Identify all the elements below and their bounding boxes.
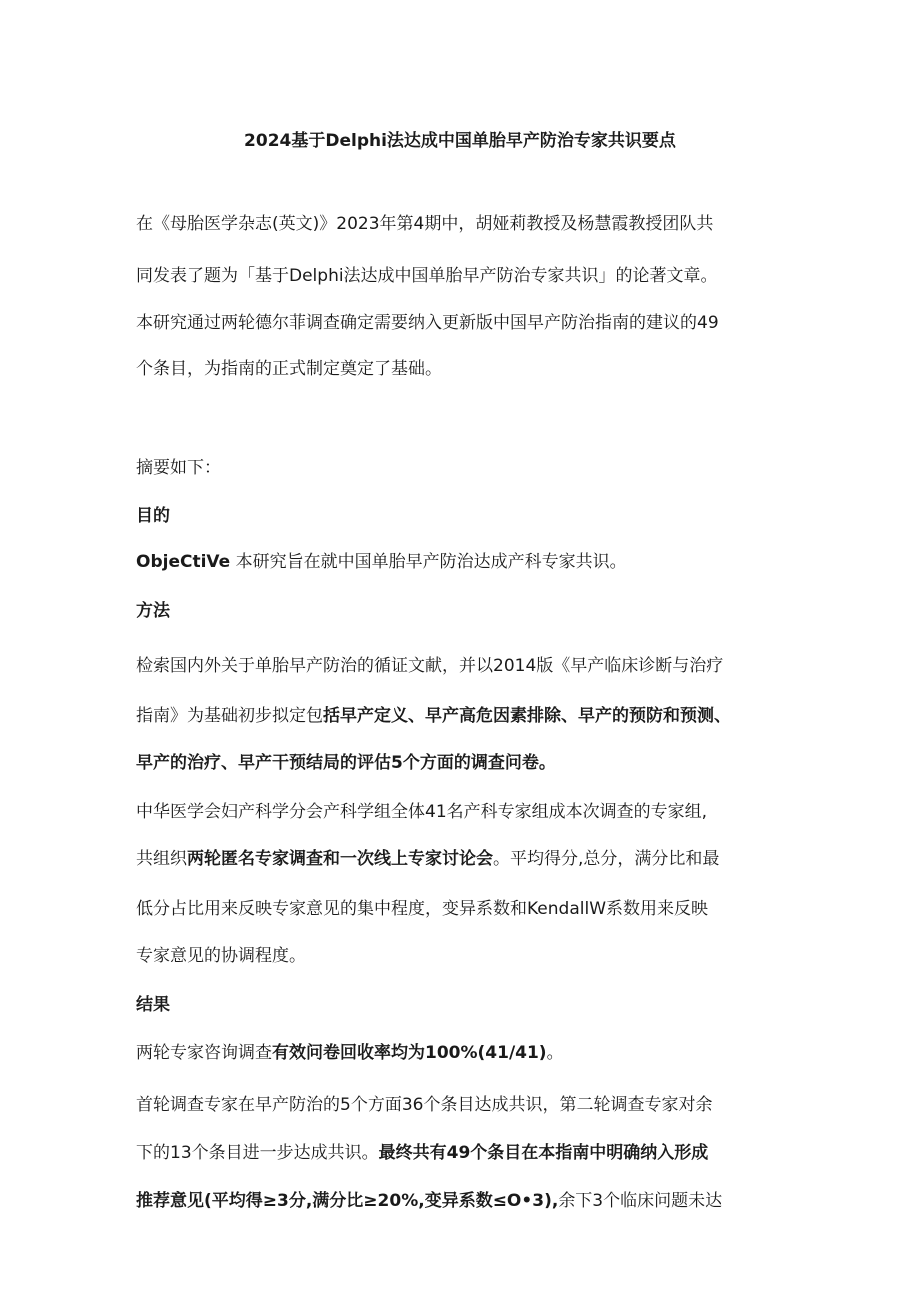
results-p2-line-3: [136, 1188, 722, 1214]
objective-en-label: ObjeCtiVe: [136, 552, 231, 572]
methods-p1-line-3: 早产的治疗、早产干预结局的评估5个方面的调查问卷。: [136, 753, 556, 773]
objective-text: 本研究旨在就中国单胎早产防治达成产科专家共识。: [235, 552, 627, 572]
methods-p1-line-2: [136, 703, 731, 729]
intro-line-3: 本研究通过两轮德尔菲调查确定需要纳入更新版中国早产防治指南的建议的49: [136, 313, 719, 333]
methods-heading: 方法: [136, 601, 170, 621]
methods-p2-line-2-bold: 两轮匿名专家调查和一次线上专家讨论会: [187, 849, 493, 869]
intro-line-2: 同发表了题为「基于Delphi法达成中国单胎早产防治专家共识」的论著文章。: [136, 266, 718, 286]
results-p1-a: 两轮专家咨询调查: [136, 1043, 272, 1063]
results-p1-c: 。: [546, 1043, 564, 1063]
methods-p1-line-2-normal: 指南》为基础初步拟定包: [136, 706, 323, 726]
results-p1-bold: 有效问卷回收率均为100%(41/41): [272, 1043, 547, 1063]
results-p2-line-2-a: 下的13个条目进一步达成共识。: [136, 1143, 379, 1163]
intro-line-4: 个条目，为指南的正式制定奠定了基础。: [136, 359, 442, 379]
objective-heading: 目的: [136, 506, 170, 526]
methods-p2-line-3: 低分占比用来反映专家意见的集中程度，变异系数和KendallW系数用来反映: [136, 899, 708, 919]
methods-p2-line-2-c: 。平均得分,总分，满分比和最: [493, 849, 720, 869]
methods-p2-line-1: 中华医学会妇产科学分会产科学组全体41名产科专家组成本次调查的专家组,: [136, 802, 708, 822]
methods-p2-line-4: 专家意见的协调程度。: [136, 946, 306, 966]
methods-p2-line-2-a: 共组织: [136, 849, 187, 869]
results-p2-line-3-b: 余下3个临床问题未达: [558, 1191, 723, 1211]
methods-p2-line-2: [136, 846, 719, 872]
methods-p1-line-1: 检索国内外关于单胎早产防治的循证文献，并以2014版《早产临床诊断与治疗: [136, 656, 724, 676]
results-p2-line-2-bold: 最终共有49个条目在本指南中明确纳入形成: [378, 1143, 709, 1163]
results-p2-line-3-bold: 推荐意见(平均得≥3分,满分比≥20%,变异系数≤O•3),: [136, 1191, 559, 1211]
results-p1-line: [136, 1040, 564, 1066]
methods-p1-line-2-bold: 括早产定义、早产高危因素排除、早产的预防和预测、: [323, 706, 731, 726]
intro-line-1: 在《母胎医学杂志(英文)》2023年第4期中，胡娅莉教授及杨慧霞教授团队共: [136, 214, 714, 234]
results-p2-line-1: 首轮调查专家在早产防治的5个方面36个条目达成共识，第二轮调查专家对余: [136, 1095, 713, 1115]
objective-line: [136, 549, 627, 575]
results-heading: 结果: [136, 995, 170, 1015]
results-p2-line-2: [136, 1140, 708, 1166]
document-title: 2024基于Delphi法达成中国单胎早产防治专家共识要点: [244, 131, 676, 151]
summary-label: 摘要如下：: [136, 458, 221, 478]
